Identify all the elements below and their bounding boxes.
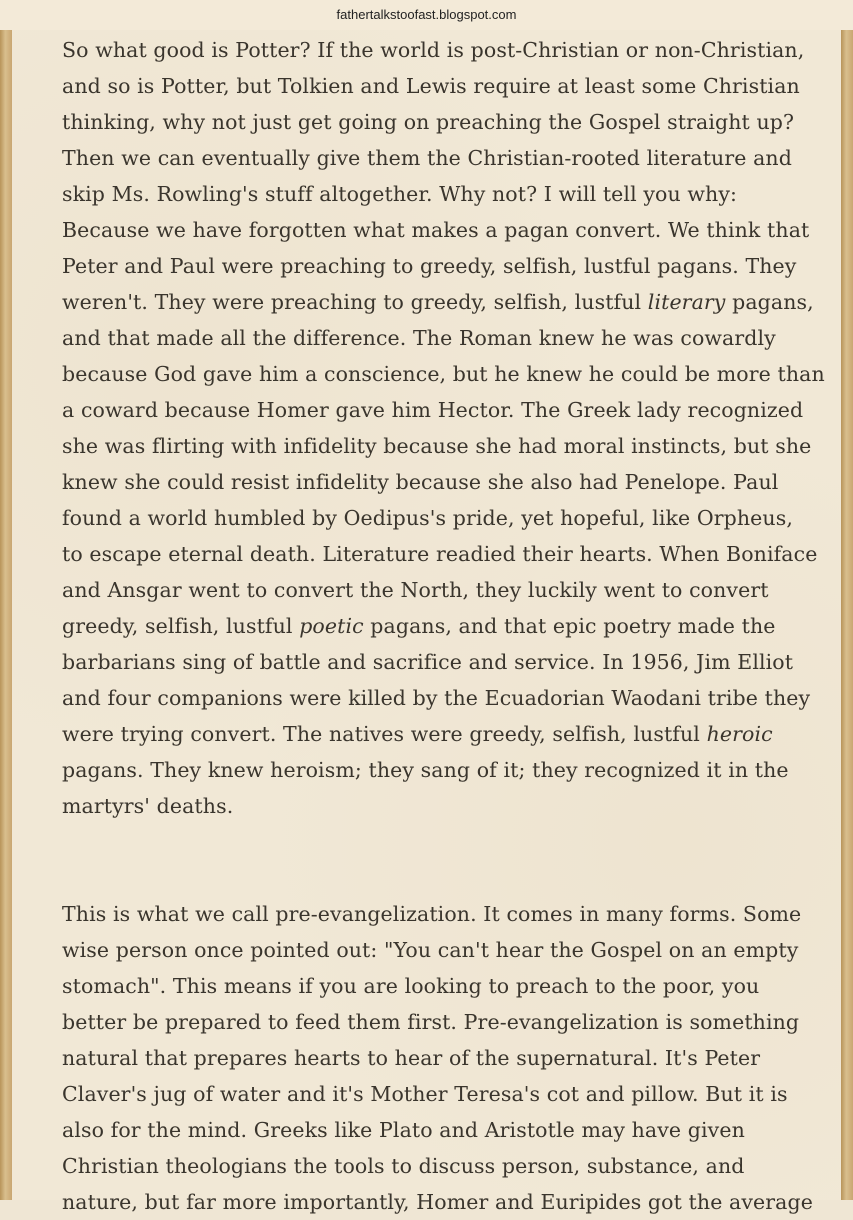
text-segment: Peter and Paul were preaching to greedy, selfish, lustful pagans. They (62, 254, 797, 278)
text-segment: Christian theologians the tools to discuss person, substance, and (62, 1154, 745, 1178)
text-segment: So what good is Potter? If the world is post-Christian or non-Christian, (62, 38, 805, 62)
text-line (62, 932, 822, 968)
text-segment: barbarians sing of battle and sacrifice and service. In 1956, Jim Elliot (62, 650, 794, 674)
text-segment: better be prepared to feed them first. Pre-evangelization is something (62, 1010, 800, 1034)
article-body (62, 32, 825, 1220)
text-segment: found a world humbled by Oedipus's pride, yet hopeful, like Orpheus, (62, 506, 793, 530)
text-segment: weren't. They were preaching to greedy, selfish, lustful (62, 290, 648, 314)
text-line (62, 608, 822, 644)
text-segment: were trying convert. The natives were greedy, selfish, lustful (62, 722, 707, 746)
text-segment: knew she could resist infidelity because she also had Penelope. Paul (62, 470, 779, 494)
text-segment: stomach". This means if you are looking to preach to the poor, you (62, 974, 760, 998)
text-segment: also for the mind. Greeks like Plato and Aristotle may have given (62, 1118, 745, 1142)
text-segment: pagans, and that epic poetry made the (363, 614, 776, 638)
text-segment: Because we have forgotten what makes a pagan convert. We think that (62, 218, 810, 242)
paragraph-1 (62, 32, 825, 824)
text-segment: nature, but far more importantly, Homer and Euripides got the average (62, 1190, 813, 1214)
text-segment: a coward because Homer gave him Hector. The Greek lady recognized (62, 398, 804, 422)
paragraph-2 (62, 896, 822, 1220)
text-line (62, 500, 822, 536)
text-line (62, 320, 822, 356)
text-line (62, 1040, 822, 1076)
url-text: fathertalkstoofast.blogspot.com (336, 7, 517, 22)
text-segment: Then we can eventually give them the Christian-rooted literature and (62, 146, 792, 170)
text-line (62, 284, 822, 320)
text-line (62, 248, 822, 284)
text-line (62, 356, 825, 392)
text-line (62, 680, 822, 716)
text-line (62, 572, 822, 608)
text-line (62, 1112, 822, 1148)
text-segment: skip Ms. Rowling's stuff altogether. Why not? I will tell you why: (62, 182, 738, 206)
text-line (62, 32, 822, 68)
emphasized-word: heroic (706, 722, 773, 746)
text-segment: natural that prepares hearts to hear of the supernatural. It's Peter (62, 1046, 761, 1070)
text-segment: and that made all the difference. The Roman knew he was cowardly (62, 326, 776, 350)
url-bar[interactable] (0, 0, 853, 30)
text-line (62, 1076, 822, 1112)
text-line (62, 140, 822, 176)
text-line (62, 464, 822, 500)
text-line (62, 896, 822, 932)
text-line (62, 104, 822, 140)
text-line (62, 644, 822, 680)
text-line (62, 1004, 822, 1040)
text-line (62, 68, 822, 104)
paragraph-gap (62, 824, 822, 896)
text-line (62, 428, 822, 464)
emphasized-word: poetic (299, 614, 364, 638)
text-segment: This is what we call pre-evangelization. It comes in many forms. Some (62, 902, 802, 926)
text-segment: martyrs' deaths. (62, 794, 234, 818)
text-line (62, 536, 822, 572)
text-line (62, 752, 822, 788)
text-segment: Claver's jug of water and it's Mother Teresa's cot and pillow. But it is (62, 1082, 788, 1106)
text-segment: and four companions were killed by the Ecuadorian Waodani tribe they (62, 686, 811, 710)
emphasized-word: literary (647, 290, 726, 314)
text-segment: because God gave him a conscience, but he knew he could be more than (62, 362, 825, 386)
left-border-decoration (0, 0, 12, 1200)
right-border-decoration (841, 0, 853, 1200)
text-line (62, 788, 822, 824)
text-segment: greedy, selfish, lustful (62, 614, 300, 638)
text-line (62, 1184, 822, 1220)
text-segment: pagans. They knew heroism; they sang of it; they recognized it in the (62, 758, 789, 782)
text-line (62, 968, 822, 1004)
text-line (62, 392, 822, 428)
text-line (62, 1148, 822, 1184)
text-segment: to escape eternal death. Literature readied their hearts. When Boniface (62, 542, 818, 566)
text-segment: thinking, why not just get going on preaching the Gospel straight up? (62, 110, 795, 134)
text-segment: and Ansgar went to convert the North, they luckily went to convert (62, 578, 769, 602)
text-line (62, 716, 822, 752)
text-segment: pagans, (725, 290, 814, 314)
text-line (62, 212, 822, 248)
text-line (62, 176, 822, 212)
text-segment: and so is Potter, but Tolkien and Lewis require at least some Christian (62, 74, 800, 98)
page-background (12, 0, 841, 1214)
text-segment: she was flirting with infidelity because she had moral instincts, but she (62, 434, 812, 458)
text-segment: wise person once pointed out: "You can't hear the Gospel on an empty (62, 938, 799, 962)
